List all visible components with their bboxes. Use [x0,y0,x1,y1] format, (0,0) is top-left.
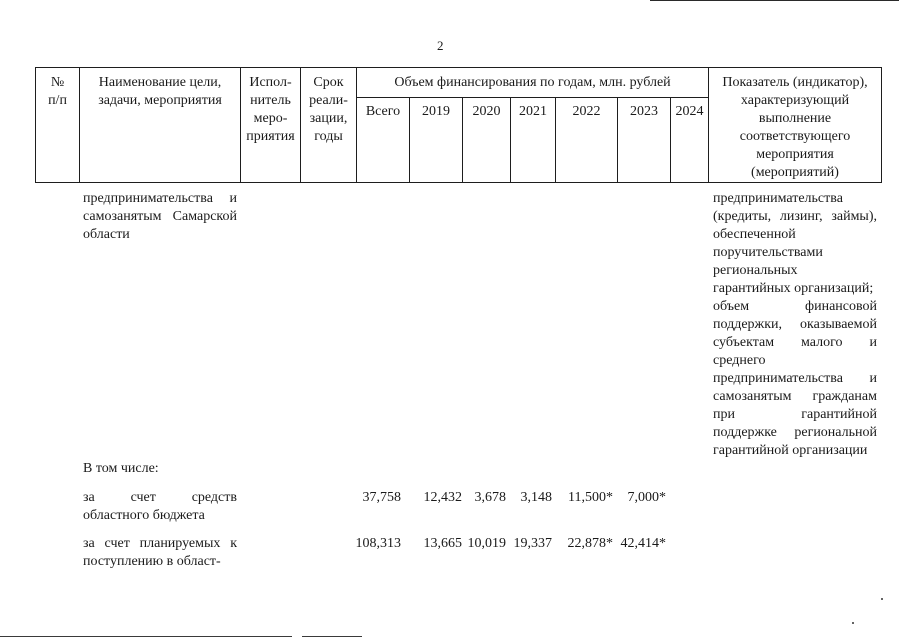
row-name: за счет планируемых к поступлению в област- [83,536,237,569]
header-funding: Объем финансирования по годам, млн. рублей [394,75,671,90]
top-edge-line [650,0,899,1]
row-value-2020: 10,019 [467,536,506,551]
row-total: 108,313 [355,536,401,551]
header-year: 2019 [422,104,450,119]
table-top-border [35,67,881,68]
row-value-2019: 13,665 [423,536,462,551]
including-label: В том числе: [83,461,159,476]
row-value-2019: 12,432 [423,490,462,505]
row-name: за счет средств областного бюджета [83,490,237,523]
header-year: 2021 [519,104,547,119]
header-number: № п/п [48,75,67,108]
row-value-2020: 3,678 [474,490,506,505]
scan-speck [852,622,854,624]
row-value-2022: 22,878* [567,536,613,551]
table-header-bottom-border [35,182,881,183]
bottom-edge-line [0,636,292,637]
row-value-2022: 11,500* [568,490,613,505]
header-executor: Испол- нитель меро- приятия [246,75,295,144]
row-name-continuation: предпринимательства и самозанятым Самарской области [83,191,237,242]
header-year: 2023 [630,104,658,119]
header-year: 2024 [675,104,704,119]
page-number: 2 [437,38,444,53]
header-term: Срок реали- зации, годы [309,75,348,144]
row-indicator-continuation: предпринимательства (кредиты, лизинг, займы), обеспеченной поручительствами региональных гарантийных организаций; объем финансовой поддержки, оказываемой субъектам малого и среднего предпринимательства и самозанятым гражданам при гарантийной поддержке региональной гарантийной организации [713,191,877,458]
header-year: 2020 [472,104,501,119]
bottom-edge-line [302,636,362,637]
col-divider [881,67,882,183]
row-value-2021: 3,148 [520,490,552,505]
row-value-2021: 19,337 [513,536,552,551]
header-indicator: Показатель (индикатор), характеризующий выполнение соответствующего мероприятия (мероприятий) [722,75,868,180]
header-name: Наименование цели, задачи, мероприятия [98,75,222,108]
row-value-2023: 42,414* [620,536,666,551]
header-year: 2022 [572,104,601,119]
row-value-2023: 7,000* [627,490,666,505]
header-total: Всего [365,104,401,119]
row-total: 37,758 [362,490,401,505]
scan-speck [881,598,883,600]
